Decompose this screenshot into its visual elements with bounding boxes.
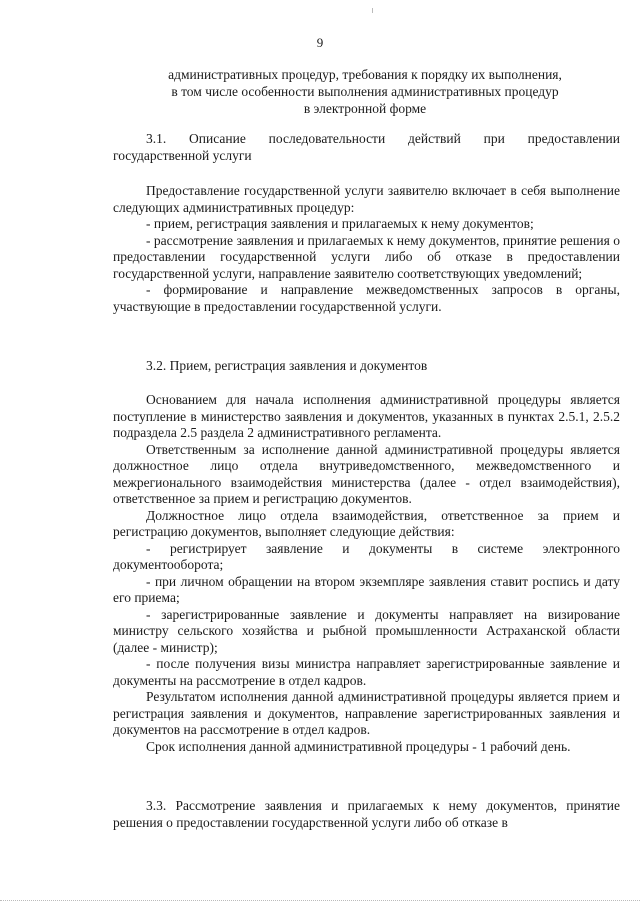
list-item: - рассмотрение заявления и прилагаемых к нему документов, принятие решения о предоставлении государственной услуги либо об отказе в предоставлении государственной услуги, направление заявителю соответствующих уведомлений; [113, 232, 620, 281]
list-item: - зарегистрированные заявление и документы направляет на визирование министру сельского хозяйства и рыбной промышленности Астраханской области (далее - министр); [113, 606, 620, 655]
list-item: - после получения визы министра направляет зарегистрированные заявление и документы на рассмотрение в отдел кадров. [113, 656, 620, 688]
paragraph: Предоставление государственной услуги заявителю включает в себя выполнение следующих административных процедур: [113, 183, 620, 215]
section-3-1-body [113, 183, 620, 315]
section-3-3-title: 3.3. Рассмотрение заявления и прилагаемых к нему документов, принятие решения о предоставлении государственной услуги либо об отказе в [113, 798, 620, 830]
paragraph: Результатом исполнения данной административной процедуры является прием и регистрация заявления и документов, направление зарегистрированных заявления и документов на рассмотрение в отдел кадров. [113, 689, 620, 737]
list-item: - при личном обращении на втором экземпляре заявления ставит роспись и дату его приема; [113, 573, 620, 605]
paragraph: Ответственным за исполнение данной административной процедуры является должностное лицо отдела внутриведомственного, межведомственного и межрегионального взаимодействия министерства (далее - отдел взаимодействия), ответственное за прием и регистрацию документов. [113, 441, 620, 506]
scan-mark [372, 8, 373, 13]
header-line: административных процедур, требования к порядку их выполнения, [168, 67, 562, 82]
header-line: в электронной форме [303, 101, 427, 116]
section-3-2-title: 3.2. Прием, регистрация заявления и документов [146, 358, 428, 373]
paragraph: Основанием для начала исполнения административной процедуры является поступление в министерство заявления и документов, указанных в пунктах 2.5.1, 2.5.2 подраздела 2.5 раздела 2 административного регламента. [113, 392, 620, 440]
header-line: в том числе особенности выполнения административных процедур [171, 84, 559, 99]
list-item: - формирование и направление межведомственных запросов в органы, участвующие в предоставлении государственной услуги. [113, 282, 620, 314]
section-header [130, 66, 600, 117]
paragraph: Должностное лицо отдела взаимодействия, ответственное за прием и регистрацию документов, выполняет следующие действия: [113, 507, 620, 539]
list-item: - прием, регистрация заявления и прилагаемых к нему документов; [146, 216, 534, 231]
page-number: 9 [316, 35, 324, 50]
section-3-1-title: 3.1. Описание последовательности действий при предоставлении государственной услуги [113, 131, 620, 163]
paragraph: Срок исполнения данной административной процедуры - 1 рабочий день. [146, 738, 571, 754]
section-3-2-body [113, 392, 620, 755]
list-item: - регистрирует заявление и документы в системе электронного документооборота; [113, 540, 620, 572]
scan-edge [0, 900, 640, 901]
